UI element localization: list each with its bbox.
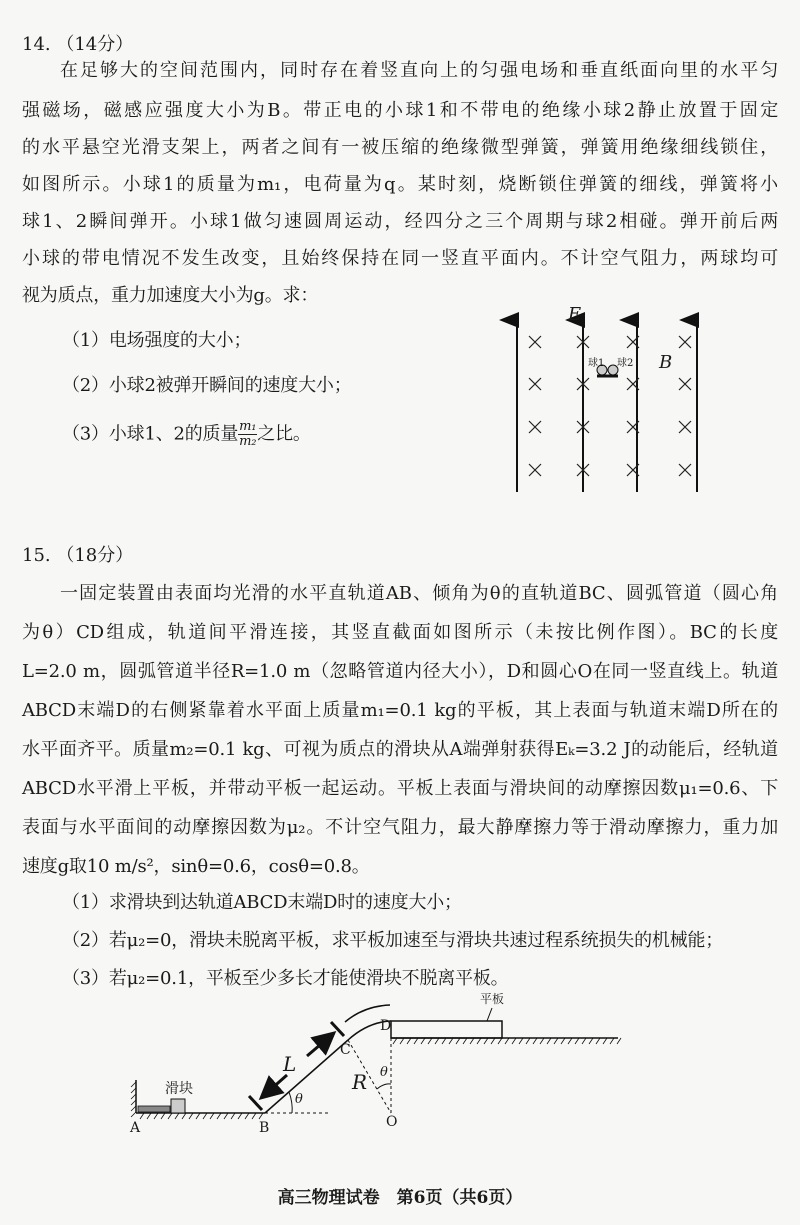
ground-hatch: [210, 1113, 214, 1119]
q15-header: 15. （18分）: [22, 545, 134, 566]
q15-text-line: 为θ）CD组成，轨道间平滑连接，其竖直截面如图所示（未按比例作图）。BC的长度: [22, 622, 778, 643]
ground-hatch: [505, 1038, 509, 1044]
q15-text-line: ABCD水平滑上平板，并带动平板一起运动。平板上表面与滑块间的动摩擦因数μ₁=0.6、下: [22, 778, 778, 799]
ground-hatch: [519, 1038, 523, 1044]
q14-text-line: 球1、2瞬间弹开。小球1做匀速圆周运动，经四分之三个周期与球2相碰。弹开前后两: [22, 211, 778, 232]
label-b-point: B: [259, 1120, 270, 1136]
ground-hatch: [596, 1038, 600, 1044]
label-d: D: [380, 1018, 392, 1034]
ground-hatch: [168, 1113, 172, 1119]
ground-hatch: [414, 1038, 418, 1044]
spring: [138, 1106, 170, 1112]
ground-hatch: [561, 1038, 565, 1044]
dim-tick-b: [249, 1096, 262, 1110]
ground-hatch: [252, 1113, 256, 1119]
page-footer: 高三物理试卷 第6页（共6页）: [277, 1188, 523, 1208]
l-arrow-down: [261, 1075, 287, 1098]
ground-hatch: [224, 1113, 228, 1119]
ground-hatch: [568, 1038, 572, 1044]
ground-hatch: [140, 1113, 144, 1119]
q14-text-line: 小球的带电情况不发生改变，且始终保持在同一竖直平面内。不计空气阻力，两球均可: [22, 248, 778, 269]
ground-hatch: [491, 1038, 495, 1044]
q14-question-3-suffix: 之比。: [257, 423, 311, 445]
ground-hatch: [477, 1038, 481, 1044]
fraction-numerator: m₁: [239, 419, 257, 434]
label-b: B: [659, 352, 673, 373]
ground-hatch: [189, 1113, 193, 1119]
ground-hatch: [582, 1038, 586, 1044]
ground-hatch: [484, 1038, 488, 1044]
ground-hatch: [175, 1113, 179, 1119]
ground-hatch: [610, 1038, 614, 1044]
q15-text-line: L=2.0 m，圆弧管道半径R=1.0 m（忽略管道内径大小），D和圆心O在同一竖直线上。轨道: [22, 661, 778, 682]
q14-text-line: 视为质点，重力加速度大小为g。求：: [22, 285, 319, 306]
ground-hatch: [428, 1038, 432, 1044]
track-bc: [265, 1040, 348, 1113]
label-theta-b: θ: [295, 1092, 303, 1107]
q15-question-3: （3）若μ₂=0.1，平板至少多长才能使滑块不脱离平板。: [62, 968, 509, 989]
q14-question-1: （1）电场强度的大小；: [62, 330, 252, 351]
angle-arc-o: [377, 1084, 391, 1089]
ground-hatch: [259, 1113, 263, 1119]
ground-hatch: [217, 1113, 221, 1119]
ground-hatch: [540, 1038, 544, 1044]
ground-hatch: [498, 1038, 502, 1044]
plank: [391, 1021, 502, 1038]
q14-header: 14. （14分）: [22, 34, 134, 55]
q15-text-line: 表面与水平面间的动摩擦因数为μ₂。不计空气阻力，最大静摩擦力等于滑动摩擦力，重力加: [22, 817, 778, 838]
ground-hatch: [547, 1038, 551, 1044]
ground-hatch: [575, 1038, 579, 1044]
ground-hatch: [182, 1113, 186, 1119]
label-slider: 滑块: [165, 1081, 193, 1097]
plank-leader: [487, 1008, 492, 1021]
ground-hatch: [533, 1038, 537, 1044]
label-e: E: [568, 304, 582, 325]
label-ball-1: 球1: [588, 358, 605, 369]
ground-hatch: [526, 1038, 530, 1044]
label-theta-o: θ: [380, 1065, 388, 1080]
ground-hatch: [617, 1038, 621, 1044]
ground-hatch: [393, 1038, 397, 1044]
label-r: R: [352, 1070, 368, 1094]
ground-hatch: [231, 1113, 235, 1119]
ground-hatch: [449, 1038, 453, 1044]
label-o: O: [386, 1114, 398, 1130]
slider-block: [171, 1099, 185, 1113]
q14-question-3-prefix: （3）小球1、2的质量: [62, 423, 239, 445]
label-a: A: [130, 1120, 141, 1136]
ground-hatch: [435, 1038, 439, 1044]
wall-hatch: [131, 1112, 136, 1117]
ground-hatch: [154, 1113, 158, 1119]
ground-hatch: [400, 1038, 404, 1044]
ground-hatch: [407, 1038, 411, 1044]
ground-hatch: [442, 1038, 446, 1044]
ground-hatch: [196, 1113, 200, 1119]
q15-text-line: 速度g取10 m/s²，sinθ=0.6，cosθ=0.8。: [22, 856, 370, 877]
ground-hatch: [238, 1113, 242, 1119]
q15-question-2: （2）若μ₂=0，滑块未脱离平板，求平板加速至与滑块共速过程系统损失的机械能；: [62, 930, 724, 951]
q14-text-line: 的水平悬空光滑支架上，两者之间有一被压缩的绝缘微型弹簧，弹簧用绝缘细线锁住，: [22, 137, 778, 158]
ground-hatch: [421, 1038, 425, 1044]
q15-text-line: 水平面齐平。质量m₂=0.1 kg、可视为质点的滑块从A端弹射获得Eₖ=3.2 J的动能后，经轨道: [22, 739, 778, 760]
ground-hatch: [463, 1038, 467, 1044]
label-plank: 平板: [480, 992, 505, 1006]
q14-text-line: 在足够大的空间范围内，同时存在着竖直向上的匀强电场和垂直纸面向里的水平匀: [60, 60, 778, 81]
q15-text-line: 一固定装置由表面均光滑的水平直轨道AB、倾角为θ的直轨道BC、圆弧管道（圆心角: [60, 583, 778, 604]
ground-hatch: [470, 1038, 474, 1044]
label-ball-2: 球2: [617, 358, 634, 369]
ground-hatch: [203, 1113, 207, 1119]
ground-hatch: [147, 1113, 151, 1119]
label-l: L: [283, 1052, 297, 1076]
angle-arc-b: [289, 1092, 292, 1113]
ground-hatch: [161, 1113, 165, 1119]
ground-hatch: [245, 1113, 249, 1119]
ground-hatch: [603, 1038, 607, 1044]
fraction-denominator: m₂: [239, 434, 257, 449]
ground-hatch: [512, 1038, 516, 1044]
ground-hatch: [456, 1038, 460, 1044]
q14-text-line: 强磁场，磁感应强度大小为B。带正电的小球1和不带电的绝缘小球2静止放置于固定: [22, 100, 778, 121]
q14-text-line: 如图所示。小球1的质量为m₁，电荷量为q。某时刻，烧断锁住弹簧的细线，弹簧将小: [22, 174, 778, 195]
label-c: C: [340, 1042, 351, 1058]
ground-hatch: [589, 1038, 593, 1044]
q14-question-2: （2）小球2被弹开瞬间的速度大小；: [62, 375, 352, 396]
l-arrow-up: [307, 1033, 334, 1056]
q15-text-line: ABCD末端D的右侧紧靠着水平面上质量m₁=0.1 kg的平板，其上表面与轨道末端D所在的: [22, 700, 778, 721]
ground-hatch: [554, 1038, 558, 1044]
q15-question-1: （1）求滑块到达轨道ABCD末端D时的速度大小；: [62, 892, 462, 913]
